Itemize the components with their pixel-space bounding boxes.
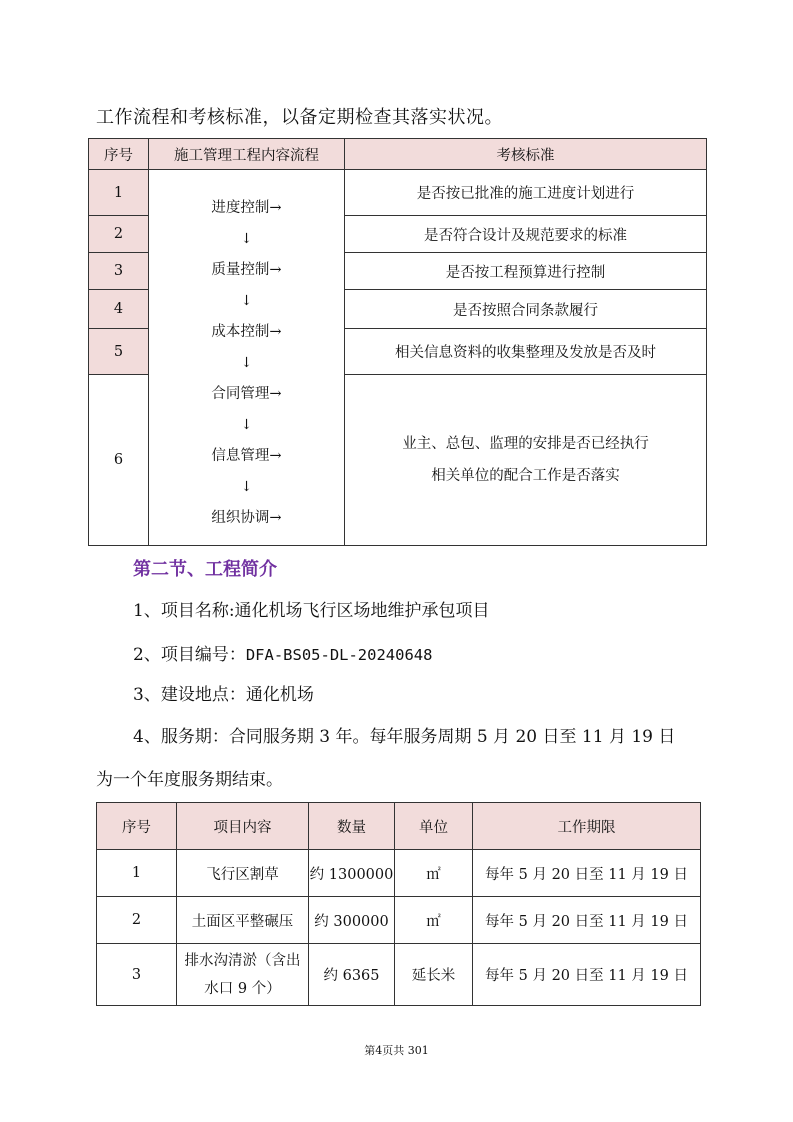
table1-header-flow: 施工管理工程内容流程 (149, 139, 345, 170)
flow-arrow-icon: ↓ (240, 231, 253, 247)
period-cell: 每年 5 月 20 日至 11 月 19 日 (473, 897, 701, 944)
table2-header-no: 序号 (97, 803, 177, 850)
table-row (89, 170, 707, 216)
row-number: 2 (97, 897, 177, 944)
unit-cell: 延长米 (395, 944, 473, 1006)
table2-header-period: 工作期限 (473, 803, 701, 850)
criteria-line: 业主、总包、监理的安排是否已经执行 (402, 436, 649, 452)
criteria-cell: 是否按已批准的施工进度计划进行 (345, 170, 707, 216)
row-number: 4 (89, 290, 149, 329)
table-row (97, 897, 701, 944)
criteria-cell: 是否符合设计及规范要求的标准 (345, 216, 707, 253)
project-scope-table (96, 802, 701, 1006)
table1-header-criteria: 考核标准 (345, 139, 707, 170)
flow-step-information: 信息管理→ (211, 448, 282, 464)
project-number (133, 640, 432, 665)
row-number: 3 (89, 253, 149, 290)
table2-header-content: 项目内容 (177, 803, 309, 850)
criteria-cell: 是否按照合同条款履行 (345, 290, 707, 329)
project-name: 1、项目名称:通化机场飞行区场地维护承包项目 (133, 601, 490, 621)
row-number: 1 (97, 850, 177, 897)
content-cell: 排水沟清淤（含出水口 9 个） (177, 944, 309, 1006)
period-cell: 每年 5 月 20 日至 11 月 19 日 (473, 944, 701, 1006)
flow-step-coordination: 组织协调→ (211, 510, 282, 526)
row-number: 1 (89, 170, 149, 216)
project-number-label: 2、项目编号： (133, 645, 246, 665)
content-cell: 土面区平整碾压 (177, 897, 309, 944)
qty-cell: 约 6365 (309, 944, 395, 1006)
criteria-cell: 相关信息资料的收集整理及发放是否及时 (345, 329, 707, 375)
table-row (97, 944, 701, 1006)
unit-cell: ㎡ (395, 850, 473, 897)
criteria-cell: 是否按工程预算进行控制 (345, 253, 707, 290)
qty-cell: 约 300000 (309, 897, 395, 944)
criteria-line: 相关单位的配合工作是否落实 (431, 468, 620, 484)
flow-arrow-icon: ↓ (240, 293, 253, 309)
flow-arrow-icon: ↓ (240, 417, 253, 433)
project-location: 3、建设地点：通化机场 (133, 685, 314, 705)
row-number: 3 (97, 944, 177, 1006)
flow-step-cost: 成本控制→ (211, 324, 282, 340)
row-number: 5 (89, 329, 149, 375)
flow-step-quality: 质量控制→ (211, 262, 282, 278)
workflow-table (88, 138, 707, 546)
period-cell: 每年 5 月 20 日至 11 月 19 日 (473, 850, 701, 897)
flow-arrow-icon: ↓ (240, 355, 253, 371)
table-row (97, 850, 701, 897)
intro-text: 工作流程和考核标准，以备定期检查其落实状况。 (96, 107, 503, 128)
unit-cell: ㎡ (395, 897, 473, 944)
service-period-cont: 为一个年度服务期结束。 (96, 770, 283, 790)
qty-cell: 约 1300000 (309, 850, 395, 897)
row-number: 2 (89, 216, 149, 253)
flow-step-contract: 合同管理→ (211, 386, 282, 402)
criteria-cell (345, 375, 707, 546)
table1-header-no: 序号 (89, 139, 149, 170)
section-title: 第二节、工程简介 (133, 559, 277, 580)
content-cell: 飞行区割草 (177, 850, 309, 897)
table2-header-qty: 数量 (309, 803, 395, 850)
page-footer: 第4页共 301 (364, 1044, 429, 1057)
flow-step-progress: 进度控制→ (211, 200, 282, 216)
workflow-cell (149, 170, 345, 546)
flow-arrow-icon: ↓ (240, 479, 253, 495)
project-number-value: DFA-BS05-DL-20240648 (245, 646, 433, 664)
service-period: 4、服务期：合同服务期 3 年。每年服务周期 5 月 20 日至 11 月 19 日 (133, 727, 676, 747)
table2-header-unit: 单位 (395, 803, 473, 850)
row-number: 6 (89, 375, 149, 546)
